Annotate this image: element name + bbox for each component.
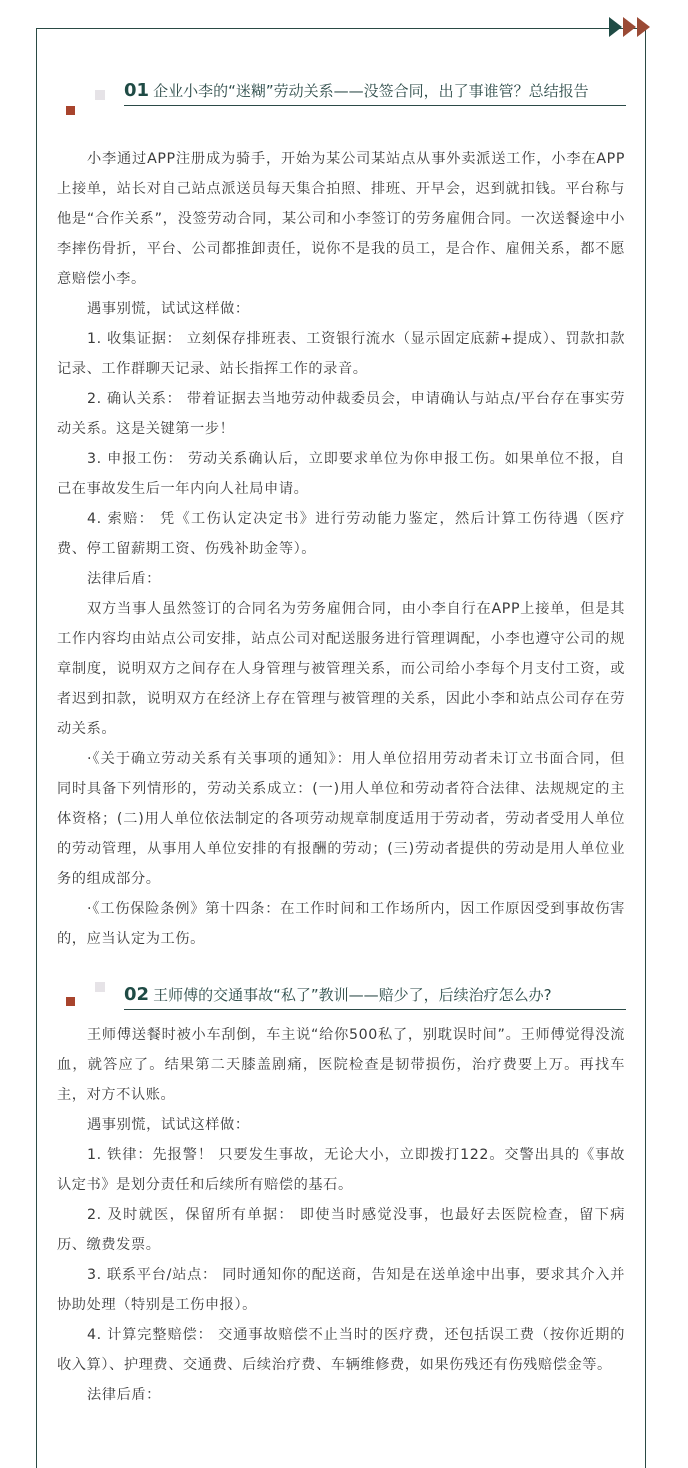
section-number: 02 <box>124 984 150 1005</box>
paragraph: 遇事别慌，试试这样做： <box>87 1117 250 1133</box>
paragraph: 小李通过APP注册成为骑手，开始为某公司某站点从事外卖派送工作，小李在APP上接单，站长对自己站点派送员每天集合拍照、排班、开早会，迟到就扣钱。平台称与他是“合作关系”，没签劳动合同，某公司和小李签订的劳务雇佣合同。一次送餐途中小李摔伤骨折，平台、公司都推卸责任，说你不是我的员工，是合作、雇佣关系，都不愿意赔偿小李。 <box>57 151 625 287</box>
paragraph: 4. 计算完整赔偿： 交通事故赔偿不止当时的医疗费，还包括误工费（按你近期的收入算）、护理费、交通费、后续治疗费、车辆维修费，如果伤残还有伤残赔偿金等。 <box>57 1327 625 1373</box>
paragraph: 4. 索赔： 凭《工伤认定决定书》进行劳动能力鉴定，然后计算工伤待遇（医疗费、停工留薪期工资、伤残补助金等）。 <box>57 511 625 557</box>
paragraph: ·《关于确立劳动关系有关事项的通知》：用人单位招用劳动者未订立书面合同，但同时具备下列情形的，劳动关系成立：(一)用人单位和劳动者符合法律、法规规定的主体资格；(二)用人单位依法制定的各项劳动规章制度适用于劳动者，劳动者受用人单位的劳动管理，从事用人单位安排的有报酬的劳动；(三)劳动者提供的劳动是用人单位业务的组成部分。 <box>57 751 625 887</box>
paragraph: ·《工伤保险条例》第十四条：在工作时间和工作场所内，因工作原因受到事故伤害的，应当认定为工伤。 <box>57 901 625 947</box>
square-bullet-icon <box>95 90 105 100</box>
section-heading <box>66 980 626 1014</box>
section-number: 01 <box>124 80 150 101</box>
section-body <box>57 144 625 954</box>
paragraph: 法律后盾： <box>87 1387 161 1403</box>
square-bullet-icon <box>95 982 105 992</box>
arrow-icon <box>637 17 650 37</box>
paragraph: 3. 联系平台/站点： 同时通知你的配送商，告知是在送单途中出事，要求其介入并协助处理（特别是工伤申报）。 <box>57 1267 625 1313</box>
paragraph: 3. 申报工伤： 劳动关系确认后，立即要求单位为你申报工伤。如果单位不报，自己在事故发生后一年内向人社局申请。 <box>57 451 625 497</box>
arrow-decoration <box>608 17 650 37</box>
paragraph: 双方当事人虽然签订的合同名为劳务雇佣合同，由小李自行在APP上接单，但是其工作内容均由站点公司安排，站点公司对配送服务进行管理调配，小李也遵守公司的规章制度，说明双方之间存在人身管理与被管理关系，而公司给小李每个月支付工资，或者迟到扣款，说明双方在经济上存在管理与被管理的关系，因此小李和站点公司存在劳动关系。 <box>57 601 625 737</box>
arrow-icon <box>623 17 636 37</box>
arrow-icon <box>609 17 622 37</box>
section-heading <box>66 78 626 134</box>
square-bullet-icon <box>66 997 75 1006</box>
section-title <box>124 78 626 106</box>
section-title-text: 王师傅的交通事故“私了”教训——赔少了，后续治疗怎么办? <box>153 986 552 1004</box>
section-body <box>57 1020 625 1410</box>
section-title-text: 企业小李的“迷糊”劳动关系——没签合同，出了事谁管？总结报告 <box>153 82 589 100</box>
paragraph: 法律后盾： <box>87 571 161 587</box>
paragraph: 王师傅送餐时被小车刮倒，车主说“给你500私了，别耽误时间”。王师傅觉得没流血，就答应了。结果第二天膝盖剧痛，医院检查是韧带损伤，治疗费要上万。再找车主，对方不认账。 <box>57 1027 625 1103</box>
paragraph: 1. 收集证据： 立刻保存排班表、工资银行流水（显示固定底薪+提成）、罚款扣款记录、工作群聊天记录、站长指挥工作的录音。 <box>57 331 625 377</box>
paragraph: 1. 铁律：先报警！ 只要发生事故，无论大小，立即拨打122。交警出具的《事故认定书》是划分责任和后续所有赔偿的基石。 <box>57 1147 625 1193</box>
section-title <box>124 982 626 1010</box>
paragraph: 2. 及时就医，保留所有单据： 即使当时感觉没事，也最好去医院检查，留下病历、缴费发票。 <box>57 1207 625 1253</box>
square-bullet-icon <box>66 106 75 115</box>
paragraph: 2. 确认关系： 带着证据去当地劳动仲裁委员会，申请确认与站点/平台存在事实劳动关系。这是关键第一步！ <box>57 391 625 437</box>
paragraph: 遇事别慌，试试这样做： <box>87 301 250 317</box>
